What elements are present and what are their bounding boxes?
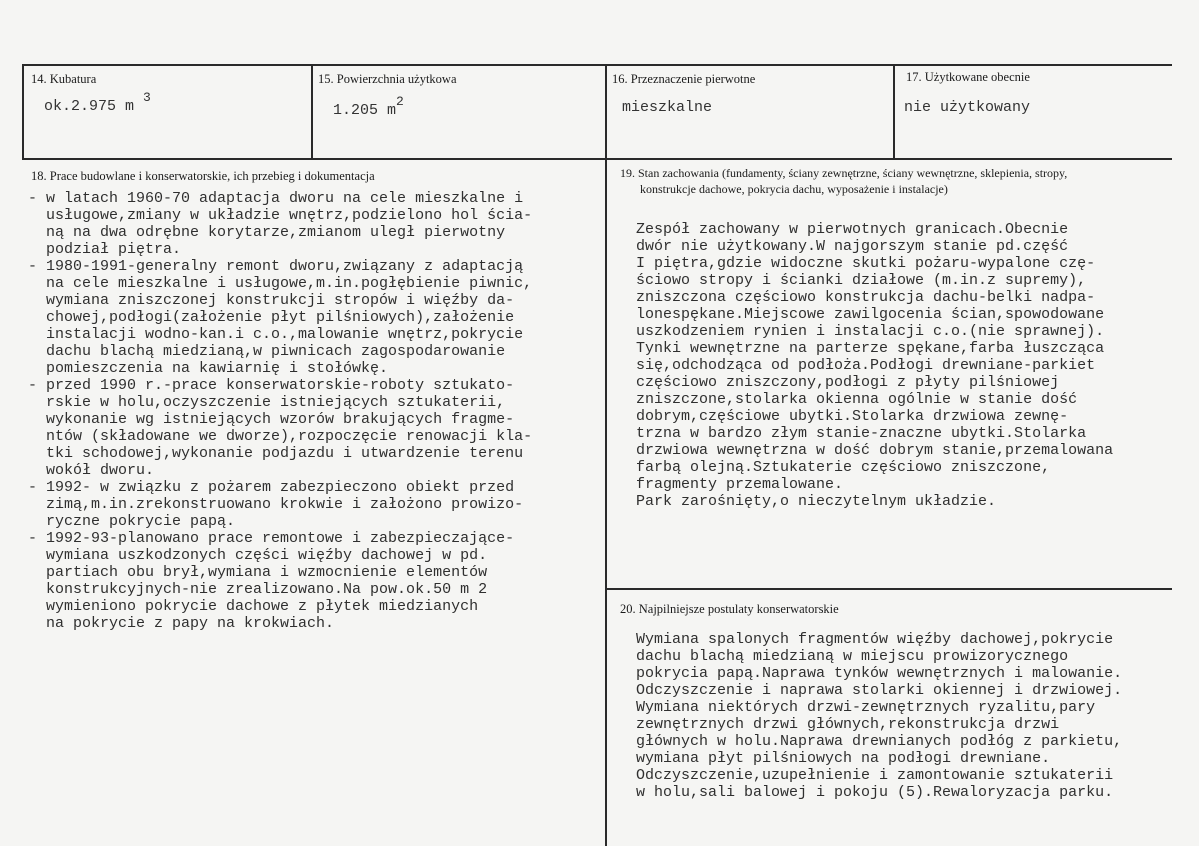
section-divider-line <box>605 588 1172 590</box>
prace-line: wokół dworu. <box>28 462 155 479</box>
prace-line: wymiana uszkodzonych części więźby dachowej w pd. <box>28 547 488 564</box>
postulaty-line: pokrycia papą.Naprawa tynków wewnętrznych i malowanie. <box>636 665 1123 682</box>
kubatura-value: ok.2.975 m 3 <box>44 90 151 115</box>
stan-line: Park zarośnięty,o nieczytelnym układzie. <box>636 493 997 510</box>
stan-line: zniszczona częściowo konstrukcja dachu-belki nadpa- <box>636 289 1096 306</box>
prace-line: dachu blachą miedzianą,w piwnicach zagospodarowanie <box>28 343 506 360</box>
prace-line: tki schodowej,wykonanie podjazdu i utwardzenie terenu <box>28 445 524 462</box>
left-border-line <box>22 64 24 160</box>
postulaty-label: 20. Najpilniejsze postulaty konserwatorskie <box>620 602 839 616</box>
uzytkowane-value: nie użytkowany <box>904 99 1031 116</box>
prace-line: zimą,m.in.zrekonstruowano krokwie i założono prowizo- <box>28 496 524 513</box>
prace-line: ryczne pokrycie papą. <box>28 513 236 530</box>
stan-line: drzwiowa wewnętrzna w dość dobrym stanie,przemalowana <box>636 442 1114 459</box>
powierzchnia-unit-sup: 2 <box>396 94 404 109</box>
col-divider-1 <box>311 64 313 159</box>
prace-line: - przed 1990 r.-prace konserwatorskie-roboty sztukato- <box>28 377 515 394</box>
postulaty-line: zewnętrznych drzwi głównych,rekonstrukcja drzwi <box>636 716 1060 733</box>
stan-line: lonespękane.Miejscowe zawilgocenia ścian,spowodowane <box>636 306 1105 323</box>
prace-text <box>28 190 532 632</box>
postulaty-text <box>636 631 1122 801</box>
kubatura-label: 14. Kubatura <box>31 72 97 86</box>
stan-label-line1: 19. Stan zachowania (fundamenty, ściany zewnętrzne, ściany wewnętrzne, sklepienia, stropy, <box>620 166 1068 180</box>
stan-line: zniszczone,stolarka okienna ogólnie w stanie dość <box>636 391 1078 408</box>
stan-line: ściowo stropy i ścianki działowe (m.in.z supremy), <box>636 272 1087 289</box>
postulaty-line: wymiana płyt pilśniowych na podłogi drewniane. <box>636 750 1051 767</box>
postulaty-line: Odczyszczenie i naprawa stolarki okiennej i drzwiowej. <box>636 682 1123 699</box>
prace-line: wymieniono pokrycie dachowe z płytek miedzianych <box>28 598 479 615</box>
prace-line: rskie w holu,oczyszczenie istniejących sztukaterii, <box>28 394 506 411</box>
stan-line: fragmenty przemalowane. <box>636 476 844 493</box>
prace-line: partiach obu brył,wymiana i wzmocnienie elementów <box>28 564 488 581</box>
postulaty-line: Odczyszczenie,uzupełnienie i zamontowanie sztukaterii <box>636 767 1114 784</box>
prace-line: wykonanie wg istniejących wzorów brakujących fragme- <box>28 411 515 428</box>
stan-line: Zespół zachowany w pierwotnych granicach.Obecnie <box>636 221 1069 238</box>
stan-line: trzna w bardzo złym stanie-znaczne ubytki.Stolarka <box>636 425 1087 442</box>
prace-line: usługowe,zmiany w układzie wnętrz,podzielono hol ścia- <box>28 207 533 224</box>
kubatura-unit-sup: 3 <box>143 90 151 105</box>
postulaty-line: głównych w holu.Naprawa drewnianych podłóg z parkietu, <box>636 733 1123 750</box>
postulaty-line: Wymiana spalonych fragmentów więźby dachowej,pokrycie <box>636 631 1114 648</box>
stan-line: częściowo zniszczony,podłogi z płyty pilśniowej <box>636 374 1060 391</box>
prace-line: ną na dwa odrębne korytarze,zmianom uległ pierwotny <box>28 224 506 241</box>
prace-line: - w latach 1960-70 adaptacja dworu na cele mieszkalne i <box>28 190 524 207</box>
prace-line: na cele mieszkalne i usługowe,m.in.pogłębienie piwnic, <box>28 275 533 292</box>
stan-line: farbą olejną.Sztukaterie częściowo zniszczone, <box>636 459 1051 476</box>
powierzchnia-value: 1.205 m2 <box>333 94 404 119</box>
prace-line: ntów (składowane we dworze),rozpoczęcie renowacji kla- <box>28 428 533 445</box>
powierzchnia-label: 15. Powierzchnia użytkowa <box>318 72 457 86</box>
prace-line: konstrukcyjnych-nie zrealizowano.Na pow.ok.50 m 2 <box>28 581 488 598</box>
prace-line: wymiana zniszczonej konstrukcji stropów i więźby da- <box>28 292 515 309</box>
stan-text <box>636 221 1113 510</box>
col-divider-3 <box>893 64 895 159</box>
przeznaczenie-value: mieszkalne <box>622 99 713 116</box>
prace-line: pomieszczenia na kawiarnię i stołówkę. <box>28 360 389 377</box>
uzytkowane-label: 17. Użytkowane obecnie <box>906 70 1030 84</box>
prace-line: chowej,podłogi(założenie płyt pilśniowych),założenie <box>28 309 515 326</box>
postulaty-line: w holu,sali balowej i pokoju (5).Rewaloryzacja parku. <box>636 784 1114 801</box>
prace-line: - 1980-1991-generalny remont dworu,związany z adaptacją <box>28 258 524 275</box>
prace-line: instalacji wodno-kan.i c.o.,malowanie wnętrz,pokrycie <box>28 326 524 343</box>
stan-line: dobrym,częściowe ubytki.Stolarka drzwiowa zewnę- <box>636 408 1069 425</box>
prace-line: - 1992-93-planowano prace remontowe i zabezpieczające- <box>28 530 515 547</box>
postulaty-line: Wymiana niektórych drzwi-zewnętrznych ryzalitu,pary <box>636 699 1096 716</box>
col-divider-2 <box>605 64 607 846</box>
prace-line: na pokrycie z papy na krokwiach. <box>28 615 335 632</box>
stan-line: I piętra,gdzie widoczne skutki pożaru-wypalone czę- <box>636 255 1096 272</box>
row-divider-line <box>22 158 1172 160</box>
prace-line: podział piętra. <box>28 241 182 258</box>
stan-label-line2: konstrukcje dachowe, pokrycia dachu, wyposażenie i instalacje) <box>640 182 948 196</box>
stan-line: dwór nie użytkowany.W najgorszym stanie pd.część <box>636 238 1069 255</box>
top-border-line <box>22 64 1172 66</box>
stan-line: uszkodzeniem rynien i instalacji c.o.(nie sprawnej). <box>636 323 1105 340</box>
prace-line: - 1992- w związku z pożarem zabezpieczono obiekt przed <box>28 479 515 496</box>
stan-line: się,odchodząca od podłoża.Podłogi drewniane-parkiet <box>636 357 1096 374</box>
stan-line: Tynki wewnętrzne na parterze spękane,farba łuszcząca <box>636 340 1105 357</box>
postulaty-line: dachu blachą miedzianą w miejscu prowizorycznego <box>636 648 1069 665</box>
prace-label: 18. Prace budowlane i konserwatorskie, ich przebieg i dokumentacja <box>31 169 375 183</box>
przeznaczenie-label: 16. Przeznaczenie pierwotne <box>612 72 756 86</box>
